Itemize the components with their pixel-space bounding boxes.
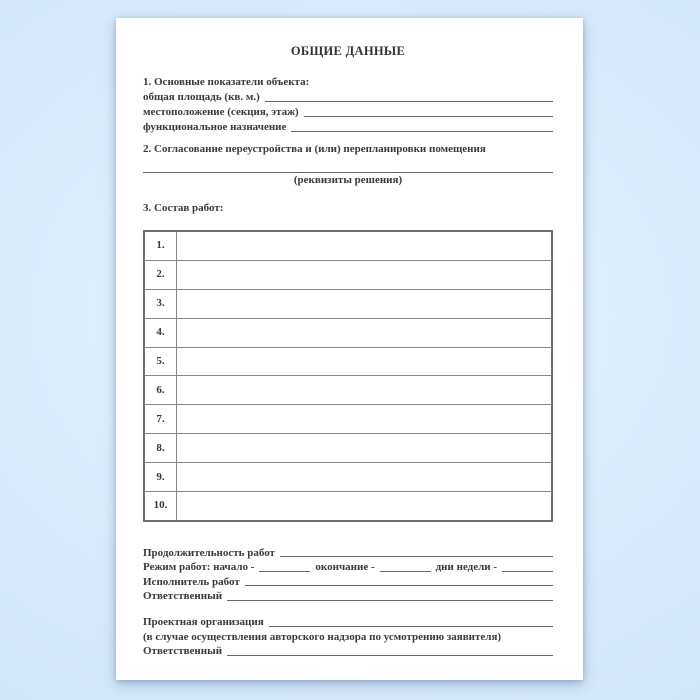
- work-row-content: [177, 260, 553, 289]
- work-row-content: [177, 347, 553, 376]
- work-row-content: [177, 318, 553, 347]
- work-row-content: [177, 289, 553, 318]
- work-row-content: [177, 492, 553, 521]
- section1-heading: 1. Основные показатели объекта:: [143, 76, 310, 88]
- field-mode-end-label: окончание -: [315, 561, 375, 574]
- field-functional-purpose-line: [291, 121, 553, 132]
- field-responsible-label: Ответственный: [143, 590, 223, 603]
- section-approval: [143, 142, 553, 188]
- decision-details-caption: (реквизиты решения): [293, 174, 403, 186]
- section2-heading: 2. Согласование переустройства и (или) перепланировки помещения: [143, 143, 486, 155]
- work-row: [144, 376, 552, 405]
- work-row: [144, 492, 552, 521]
- document-page: [116, 18, 583, 680]
- work-row-content: [177, 231, 553, 260]
- work-row-number: 1.: [144, 231, 177, 260]
- work-row-number: 9.: [144, 463, 177, 492]
- section-works: [143, 201, 553, 522]
- field-location: [143, 105, 553, 120]
- field-project-org: [143, 615, 553, 630]
- field-mode-days-line: [502, 561, 553, 572]
- work-row-number: 4.: [144, 318, 177, 347]
- field-executor-line: [245, 575, 553, 586]
- field-mode-start-label: Режим работ: начало -: [143, 561, 255, 574]
- work-row: [144, 318, 552, 347]
- field-project-responsible-label: Ответственный: [143, 645, 223, 658]
- field-functional-purpose: [143, 120, 553, 135]
- work-row-number: 8.: [144, 434, 177, 463]
- field-project-responsible-line: [227, 645, 553, 656]
- work-row-content: [177, 376, 553, 405]
- work-row-content: [177, 405, 553, 434]
- field-project-responsible: [143, 644, 553, 659]
- field-location-line: [304, 106, 553, 117]
- work-row: [144, 289, 552, 318]
- work-row: [144, 347, 552, 376]
- page-title: ОБЩИЕ ДАННЫЕ: [290, 44, 406, 58]
- field-project-org-line: [269, 616, 553, 627]
- field-responsible: [143, 589, 553, 604]
- field-project-org-label: Проектная организация: [143, 615, 264, 628]
- work-row-number: 7.: [144, 405, 177, 434]
- work-row: [144, 231, 552, 260]
- field-work-mode: [143, 560, 553, 575]
- work-row-number: 5.: [144, 347, 177, 376]
- work-row-content: [177, 434, 553, 463]
- work-row-number: 2.: [144, 260, 177, 289]
- field-functional-purpose-label: функциональное назначение: [143, 121, 287, 133]
- field-location-label: местоположение (секция, этаж): [143, 106, 299, 118]
- field-mode-end-line: [380, 561, 431, 572]
- work-row-content: [177, 463, 553, 492]
- field-total-area-line: [265, 91, 553, 102]
- decision-details-line: [143, 158, 553, 173]
- work-row: [144, 463, 552, 492]
- field-executor: [143, 575, 553, 590]
- work-row: [144, 434, 552, 463]
- field-executor-label: Исполнитель работ: [143, 575, 240, 588]
- field-duration-label: Продолжительность работ: [143, 546, 275, 559]
- project-org-note: (в случае осуществления авторского надзора по усмотрению заявителя): [143, 630, 502, 643]
- section-project-org: [143, 615, 553, 660]
- field-mode-start-line: [259, 561, 310, 572]
- field-total-area-label: общая площадь (кв. м.): [143, 91, 260, 103]
- field-mode-days-label: дни недели -: [435, 561, 498, 574]
- section-main-indicators: [143, 75, 553, 135]
- work-row-number: 10.: [144, 492, 177, 521]
- section-work-details: [143, 546, 553, 604]
- work-row: [144, 405, 552, 434]
- section3-heading: 3. Состав работ:: [143, 202, 224, 214]
- work-row: [144, 260, 552, 289]
- field-duration-line: [280, 546, 553, 557]
- field-duration: [143, 546, 553, 561]
- field-responsible-line: [227, 590, 553, 601]
- works-table: [143, 230, 553, 522]
- field-total-area: [143, 90, 553, 105]
- work-row-number: 3.: [144, 289, 177, 318]
- work-row-number: 6.: [144, 376, 177, 405]
